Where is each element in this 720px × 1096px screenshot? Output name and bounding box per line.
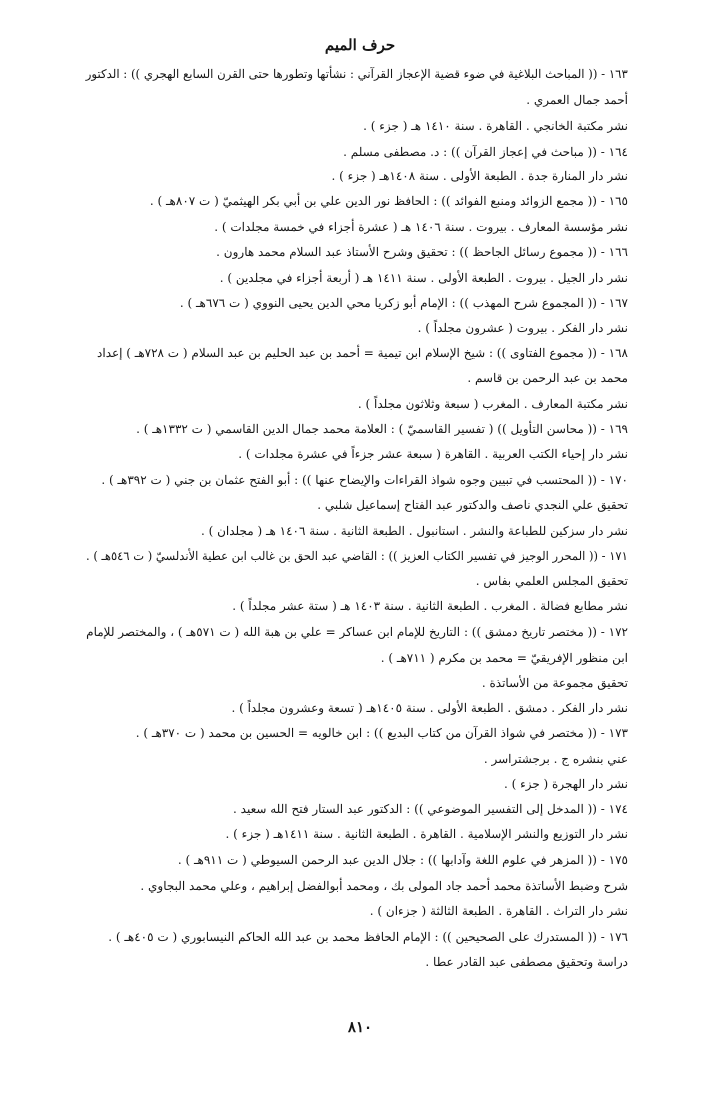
text-line: ١٧٤ - (( المدخل إلى التفسير الموضوعي )) : الدكتور عبد الستار فتح الله سعيد . bbox=[233, 802, 628, 816]
text-line: نشر دار إحياء الكتب العربية . القاهرة ( سبعة عشر جزءاً في عشرة مجلدات ) . bbox=[238, 447, 628, 461]
text-line: عني بنشره ج . برجشتراسر . bbox=[483, 752, 628, 766]
text-line: ١٦٤ - (( مباحث في إعجاز القرآن )) : د. مصطفى مسلم . bbox=[343, 145, 628, 159]
text-line: نشر مطابع فضالة . المغرب . الطبعة الثانية . سنة ١٤٠٣ هـ ( ستة عشر مجلداً ) . bbox=[232, 599, 628, 613]
text-line: نشر دار الجيل . بيروت . الطبعة الأولى . سنة ١٤١١ هـ ( أربعة أجزاء في مجلدين ) . bbox=[219, 271, 628, 285]
text-line: ١٧٣ - (( مختصر في شواذ القرآن من كتاب البديع )) : ابن خالويه = الحسين بن محمد ( ت ٣٧٠هـ ) . bbox=[135, 726, 628, 740]
text-line: ١٦٨ - (( مجموع الفتاوى )) : شيخ الإسلام ابن تيمية = أحمد بن عبد الحليم بن عبد السلام ( ت ٧٢٨هـ ) إعداد bbox=[97, 346, 628, 360]
text-line: نشر مكتبة الخانجي . القاهرة . سنة ١٤١٠ هـ ( جزء ) . bbox=[363, 119, 628, 133]
text-line: تحقيق مجموعة من الأساتذة . bbox=[481, 676, 628, 690]
text-line: تحقيق المجلس العلمي بفاس . bbox=[475, 574, 628, 588]
text-line: نشر دار الهجرة ( جزء ) . bbox=[503, 777, 628, 791]
text-line: ١٦٦ - (( مجموع رسائل الجاحظ )) : تحقيق وشرح الأستاذ عبد السلام محمد هارون . bbox=[216, 245, 628, 259]
page-heading: حرف الميم bbox=[324, 36, 396, 54]
text-line: ١٧٥ - (( المزهر في علوم اللغة وآدابها )) : جلال الدين عبد الرحمن السيوطي ( ت ٩١١هـ ) . bbox=[177, 853, 628, 867]
text-line: ١٦٥ - (( مجمع الزوائد ومنبع الفوائد )) : الحافظ نور الدين علي بن أبي بكر الهيثميّ ( ت ٨٠٧هـ ) . bbox=[149, 194, 628, 208]
text-line: نشر دار الفكر . دمشق . الطبعة الأولى . سنة ١٤٠٥هـ ( تسعة وعشرون مجلداً ) . bbox=[231, 701, 628, 715]
page-number: ٨١٠ bbox=[347, 1018, 373, 1036]
text-line: تحقيق علي النجدي ناصف والدكتور عبد الفتاح إسماعيل شلبي . bbox=[317, 498, 628, 512]
text-line: ١٦٧ - (( المجموع شرح المهذب )) : الإمام أبو زكريا محي الدين يحيى النووي ( ت ٦٧٦هـ ) . bbox=[179, 296, 628, 310]
text-line: محمد بن عبد الرحمن بن قاسم . bbox=[467, 371, 628, 385]
text-line: نشر دار المنارة جدة . الطبعة الأولى . سنة ١٤٠٨هـ ( جزء ) . bbox=[331, 169, 628, 183]
text-line: ١٦٣ - (( المباحث البلاغية في ضوء قضية الإعجاز القرآني : نشأتها وتطورها حتى القرن السابع الهجري )) : الدكتور bbox=[86, 67, 628, 81]
text-line: نشر دار سزكين للطباعة والنشر . استانبول . الطبعة الثانية . سنة ١٤٠٦ هـ ( مجلدان ) . bbox=[200, 524, 628, 538]
text-line: شرح وضبط الأساتذة محمد أحمد جاد المولى بك ، ومحمد أبوالفضل إبراهيم ، وعلي محمد البجاوي . bbox=[140, 879, 628, 893]
text-line: أحمد جمال العمري . bbox=[526, 93, 628, 107]
text-line: دراسة وتحقيق مصطفى عبد القادر عطا . bbox=[425, 955, 628, 969]
text-line: نشر مؤسسة المعارف . بيروت . سنة ١٤٠٦ هـ ( عشرة أجزاء في خمسة مجلدات ) . bbox=[214, 220, 628, 234]
text-line: ١٧٠ - (( المحتسب في تبيين وجوه شواذ القراءات والإيضاح عنها )) : أبو الفتح عثمان بن جني ( ت ٣٩٢هـ ) . bbox=[101, 473, 628, 487]
text-line: نشر دار الفكر . بيروت ( عشرون مجلداً ) . bbox=[417, 321, 628, 335]
text-line: ١٦٩ - (( محاسن التأويل )) ( تفسير القاسميّ ) : العلامة محمد جمال الدين القاسمي ( ت ١٣٣٢هـ ) . bbox=[136, 422, 628, 436]
text-line: ابن منظور الإفريقيّ = محمد بن مكرم ( ٧١١هـ ) . bbox=[380, 651, 628, 665]
text-line: نشر مكتبة المعارف . المغرب ( سبعة وثلاثون مجلداً ) . bbox=[357, 397, 628, 411]
text-line: ١٧١ - (( المحرر الوجيز في تفسير الكتاب العزيز )) : القاضي عبد الحق بن غالب ابن عطية الأندلسيّ ( ت ٥٤٦هـ ) . bbox=[86, 549, 628, 563]
text-line: ١٧٦ - (( المستدرك على الصحيحين )) : الإمام الحافظ محمد بن عبد الله الحاكم النيسابوري ( ت ٤٠٥هـ ) . bbox=[108, 930, 628, 944]
text-line: ١٧٢ - (( مختصر تاريخ دمشق )) : التاريخ للإمام ابن عساكر = علي بن هبة الله ( ت ٥٧١هـ ) ، والمختصر للإمام bbox=[86, 625, 628, 639]
text-line: نشر دار التراث . القاهرة . الطبعة الثالثة ( جزءان ) . bbox=[369, 904, 628, 918]
text-line: نشر دار التوزيع والنشر الإسلامية . القاهرة . الطبعة الثانية . سنة ١٤١١هـ ( جزء ) . bbox=[225, 827, 628, 841]
